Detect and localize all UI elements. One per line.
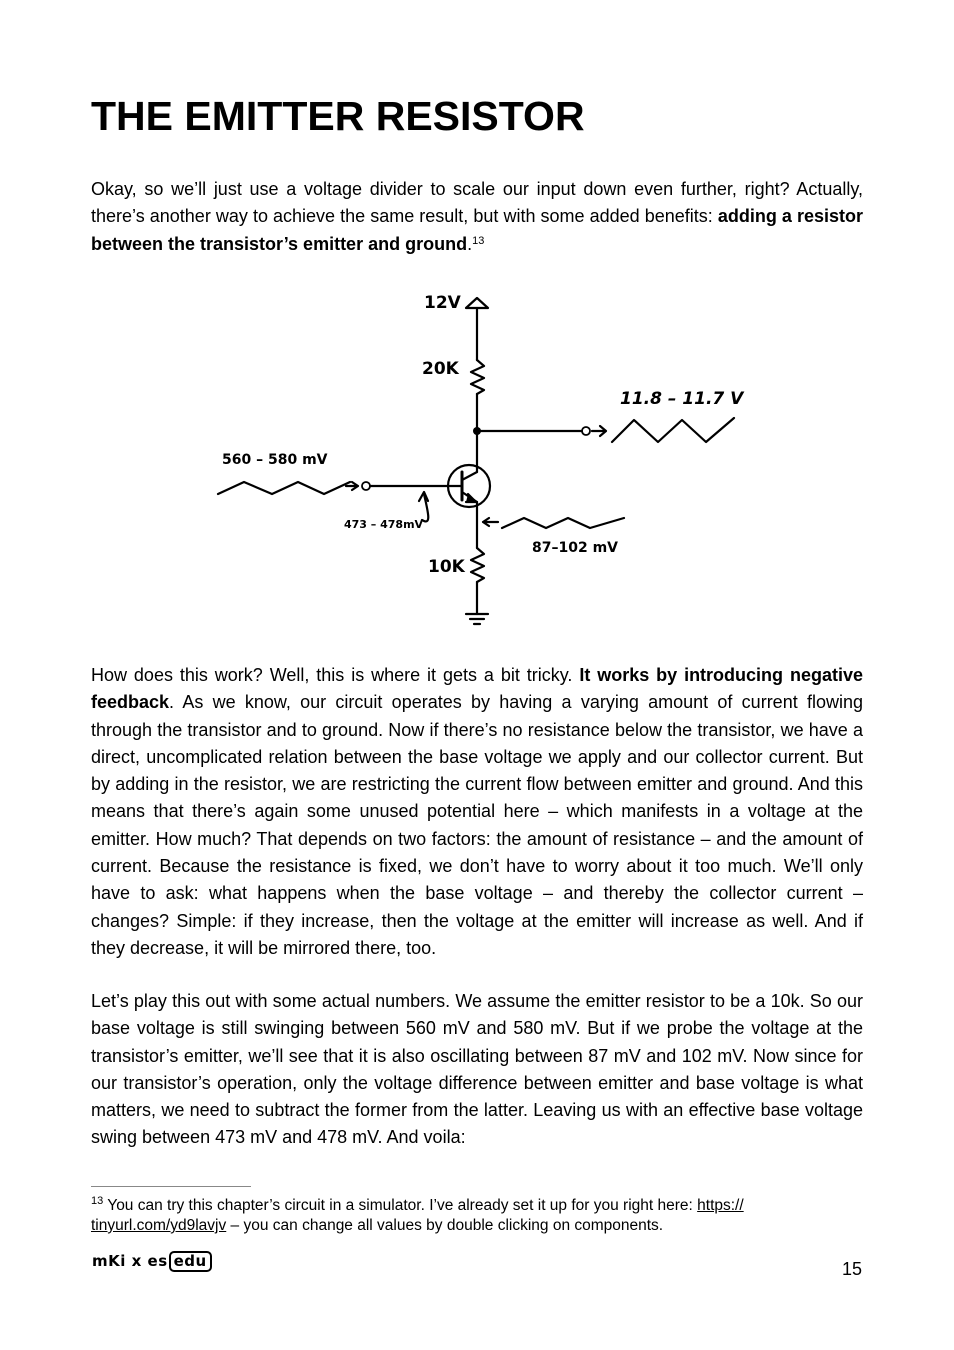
page-title: THE EMITTER RESISTOR: [91, 93, 585, 139]
para2-before: How does this work? Well, this is where it gets a bit tricky.: [91, 665, 580, 685]
circuit-schematic: [200, 280, 760, 640]
intro-text: Okay, so we’ll just use a voltage divider to scale our input down even further, right? Actually, there’s another way to achieve the same result, but with some added benefits:: [91, 179, 863, 227]
footnote: [91, 1196, 861, 1236]
base-emitter-label: 473 – 478mV: [344, 518, 424, 531]
emitter-waveform: [502, 518, 624, 528]
para2-after: . As we know, our circuit operates by having a varying amount of current flowing through the transistor and to ground. Now if there’s no resistance below the transistor, we have a direct, uncomplicated relation between the base voltage we apply and our collector current. But by adding in the resistor, we are restricting the current flow between emitter and ground. And this means that there’s again some unused potential here – which manifests in a voltage at the emitter. How much? That depends on two factors: the amount of resistance – and the amount of current. Because the resistance is fixed, we don’t have to worry about it too much. We’ll only have to ask: what happens when the base voltage – and thereby the collector current – changes? Simple: if they increase, then the voltage at the emitter will increase as well. And if they decrease, it will be mirrored there, too.: [91, 692, 863, 958]
logo-edu-box: edu: [169, 1251, 212, 1272]
logo-text: mKi x es: [92, 1252, 168, 1270]
input-terminal: [362, 482, 370, 490]
emitter-resistor-label: 10K: [428, 557, 465, 577]
para2-bold: It works by introducing negative feedback: [91, 665, 863, 713]
supply-label: 12V: [424, 293, 461, 313]
footnote-after: – you can change all values by double clicking on components.: [226, 1217, 664, 1234]
emitter-resistor: [471, 548, 484, 582]
collector-resistor-label: 20K: [422, 359, 459, 379]
intro-after: .: [467, 233, 473, 254]
footnote-number: 13: [91, 1195, 104, 1207]
footnote-link[interactable]: https:// tinyurl.com/yd9lavjv: [91, 1197, 744, 1234]
output-label: 11.8 – 11.7 V: [620, 389, 744, 409]
collector-resistor: [471, 360, 484, 394]
page-number: 15: [841, 1259, 862, 1279]
footnote-ref[interactable]: 13: [472, 234, 485, 247]
output-terminal: [582, 427, 590, 435]
body-paragraph-feedback: [91, 662, 863, 962]
emitter-label: 87–102 mV: [532, 540, 619, 556]
footnote-before: You can try this chapter’s circuit in a simulator. I’ve already set it up for you right here:: [103, 1197, 698, 1214]
footnote-divider: [91, 1186, 251, 1187]
supply-symbol: [466, 298, 488, 308]
body-paragraph-numbers: Let’s play this out with some actual numbers. We assume the emitter resistor to be a 10k. So our base voltage is still swinging between 560 mV and 580 mV. But if we probe the voltage at the transistor’s emitter, we’ll see that it is also oscillating between 87 mV and 102 mV. Now since for our transistor’s operation, only the voltage difference between emitter and base voltage is what matters, we need to subtract the former from the latter. Leaving us with an effective base voltage swing between 473 mV and 478 mV. And voila:: [91, 991, 863, 1148]
output-waveform: [612, 418, 734, 442]
input-label: 560 – 580 mV: [222, 452, 328, 468]
intro-bold: adding a resistor between the transistor’s emitter and ground: [91, 206, 863, 254]
collector-junction: [473, 427, 481, 435]
intro-paragraph: [91, 176, 863, 258]
input-waveform: [218, 482, 350, 494]
publisher-logo: [92, 1249, 212, 1273]
